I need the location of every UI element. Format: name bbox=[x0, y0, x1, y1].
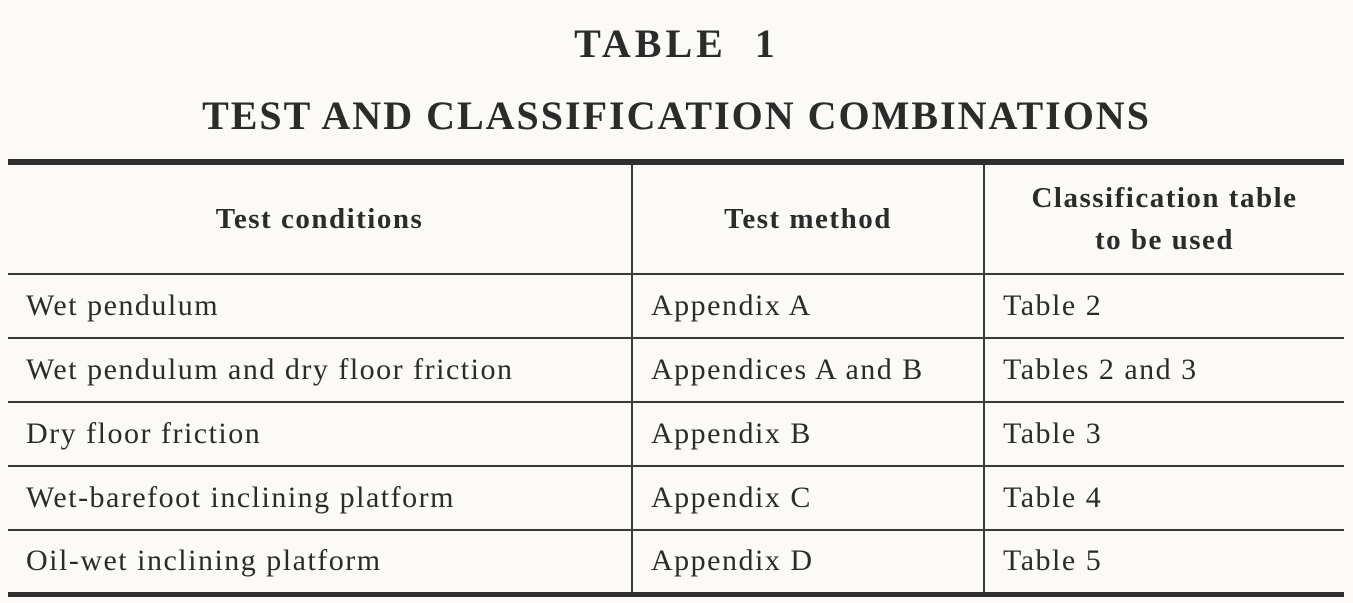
header-row bbox=[8, 162, 1344, 274]
table-row bbox=[8, 466, 1344, 530]
table-header bbox=[8, 162, 1344, 274]
header-test-method: Test method bbox=[632, 162, 984, 274]
cell-test-method: Appendices A and B bbox=[632, 338, 984, 402]
cell-test-conditions: Oil-wet inclining platform bbox=[8, 530, 632, 594]
table-row bbox=[8, 274, 1344, 338]
header-classification-line2: to be used bbox=[1094, 224, 1235, 256]
cell-classification-table: Table 3 bbox=[984, 402, 1344, 466]
cell-test-conditions: Wet pendulum and dry floor friction bbox=[8, 338, 632, 402]
cell-classification-table: Table 4 bbox=[984, 466, 1344, 530]
table-row bbox=[8, 338, 1344, 402]
header-classification-table bbox=[984, 162, 1344, 274]
cell-test-conditions: Wet-barefoot inclining platform bbox=[8, 466, 632, 530]
cell-test-conditions: Wet pendulum bbox=[8, 274, 632, 338]
table-row bbox=[8, 402, 1344, 466]
header-classification-line1: Classification table bbox=[1031, 182, 1298, 214]
cell-test-method: Appendix A bbox=[632, 274, 984, 338]
cell-classification-table: Tables 2 and 3 bbox=[984, 338, 1344, 402]
table-row bbox=[8, 530, 1344, 594]
cell-classification-table: Table 2 bbox=[984, 274, 1344, 338]
cell-test-method: Appendix B bbox=[632, 402, 984, 466]
combinations-table bbox=[8, 159, 1344, 597]
cell-test-method: Appendix D bbox=[632, 530, 984, 594]
table-body bbox=[8, 274, 1344, 594]
table-number-title: TABLE 1 bbox=[574, 21, 779, 66]
cell-test-conditions: Dry floor friction bbox=[8, 402, 632, 466]
cell-test-method: Appendix C bbox=[632, 466, 984, 530]
table-caption: TEST AND CLASSIFICATION COMBINATIONS bbox=[202, 93, 1151, 138]
cell-classification-table: Table 5 bbox=[984, 530, 1344, 594]
header-test-conditions: Test conditions bbox=[8, 162, 632, 274]
